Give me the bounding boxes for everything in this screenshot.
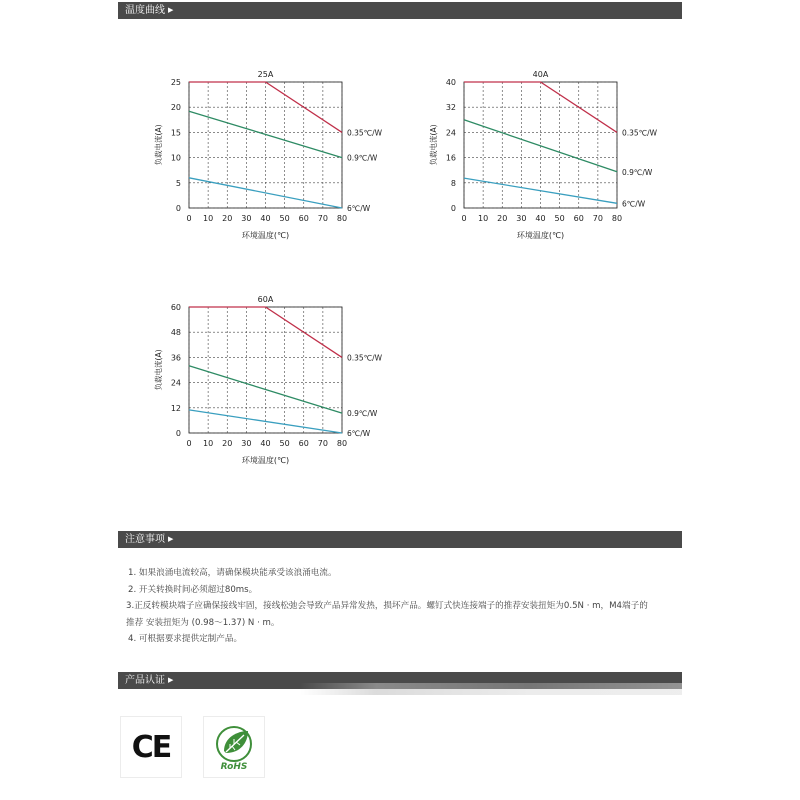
x-tick-label: 50 (554, 214, 565, 223)
x-tick-label: 30 (516, 214, 527, 223)
series-label: 0.9℃/W (347, 409, 378, 419)
x-tick-label: 30 (241, 214, 252, 223)
section-title: 温度曲线 (125, 5, 165, 16)
x-tick-label: 10 (203, 214, 214, 223)
x-tick-label: 20 (497, 214, 508, 223)
chart-title: 60A (257, 295, 274, 304)
plot-frame (464, 82, 617, 208)
series-label: 0.35℃/W (347, 128, 383, 138)
series-line (189, 410, 342, 433)
x-tick-label: 10 (478, 214, 489, 223)
plot-frame (189, 82, 342, 208)
section-title: 产品认证 (125, 675, 165, 686)
rohs-label: RoHS (220, 762, 248, 772)
y-tick-label: 25 (170, 78, 181, 87)
x-tick-label: 40 (535, 214, 546, 223)
note-item: 推荐 安装扭矩为 (0.98～1.37) N · m。 (126, 617, 280, 628)
x-tick-label: 40 (260, 214, 271, 223)
y-tick-label: 20 (170, 103, 181, 113)
decorative-band (300, 683, 682, 695)
y-tick-label: 8 (450, 178, 456, 188)
x-tick-label: 60 (573, 214, 584, 223)
y-tick-label: 16 (445, 153, 456, 163)
series-label: 0.35℃/W (347, 353, 383, 363)
x-tick-label: 80 (336, 214, 348, 223)
y-axis-label: 负载电流(A) (429, 124, 438, 166)
chart-svg (145, 285, 405, 485)
series-label: 6℃/W (347, 204, 371, 213)
chevron-right-icon: ▶ (168, 6, 174, 14)
chevron-right-icon: ▶ (168, 535, 174, 543)
series-label: 0.9℃/W (622, 167, 653, 177)
y-tick-label: 15 (170, 128, 181, 138)
series-label: 0.9℃/W (347, 153, 378, 163)
section-title: 注意事项 (125, 534, 165, 545)
chart-svg (145, 60, 405, 260)
series-label: 6℃/W (622, 199, 646, 209)
x-tick-label: 0 (461, 214, 467, 223)
plot-frame (189, 307, 342, 433)
chevron-right-icon: ▶ (168, 676, 174, 684)
y-tick-label: 10 (170, 153, 181, 163)
rohs-leaf-icon (204, 717, 264, 777)
section-header-notes (118, 531, 682, 548)
note-item: 4. 可根据要求提供定制产品。 (128, 634, 243, 644)
x-tick-label: 0 (186, 214, 192, 223)
series-label: 0.35℃/W (622, 128, 658, 138)
x-tick-label: 0 (186, 439, 192, 448)
y-tick-label: 32 (445, 103, 456, 113)
derating-chart-25a (145, 60, 405, 264)
derating-chart-60a (145, 285, 405, 489)
x-tick-label: 50 (279, 214, 290, 223)
x-tick-label: 30 (241, 439, 252, 448)
x-tick-label: 80 (611, 214, 623, 223)
note-item: 1. 如果浪涌电流较高，请确保模块能承受该浪涌电流。 (128, 568, 337, 578)
y-tick-label: 0 (450, 204, 456, 213)
x-axis-label: 环境温度(℃) (516, 231, 565, 240)
section-header-temperature-curve (118, 2, 682, 19)
x-tick-label: 80 (336, 439, 348, 448)
y-axis-label: 负载电流(A) (154, 349, 163, 391)
x-tick-label: 20 (222, 439, 233, 448)
x-axis-label: 环境温度(℃) (241, 231, 290, 240)
y-tick-label: 0 (175, 204, 181, 213)
note-item: 2. 开关转换时间必须超过80ms。 (128, 584, 258, 595)
chart-title: 25A (257, 70, 274, 79)
y-tick-label: 60 (170, 303, 181, 312)
x-tick-label: 70 (592, 214, 603, 223)
derating-chart-40a (420, 60, 680, 264)
x-tick-label: 70 (317, 214, 328, 223)
ce-certification-logo (120, 716, 182, 778)
ce-mark-icon: CE (131, 729, 171, 765)
y-tick-label: 0 (175, 429, 181, 438)
x-tick-label: 10 (203, 439, 214, 448)
notes-list (128, 565, 688, 648)
series-label: 6℃/W (347, 429, 371, 438)
x-tick-label: 40 (260, 439, 271, 448)
y-axis-label: 负载电流(A) (154, 124, 163, 166)
note-item: 3.正反转模块端子应确保接线牢固，接线松弛会导致产品异常发热，损坏产品。螺钉式快连接端子的推荐安装扭矩为0.5N · m，M4端子的 (126, 601, 648, 611)
x-tick-label: 60 (298, 214, 309, 223)
chart-svg (420, 60, 680, 260)
y-tick-label: 12 (170, 403, 181, 413)
y-tick-label: 36 (170, 353, 181, 363)
chart-title: 40A (532, 70, 549, 79)
y-tick-label: 40 (445, 78, 456, 87)
y-tick-label: 24 (170, 378, 181, 388)
y-tick-label: 48 (170, 328, 181, 338)
rohs-certification-logo (203, 716, 265, 778)
x-tick-label: 50 (279, 439, 290, 448)
y-tick-label: 5 (175, 178, 181, 188)
x-tick-label: 20 (222, 214, 233, 223)
x-axis-label: 环境温度(℃) (241, 456, 290, 465)
y-tick-label: 24 (445, 128, 456, 138)
x-tick-label: 60 (298, 439, 309, 448)
x-tick-label: 70 (317, 439, 328, 448)
